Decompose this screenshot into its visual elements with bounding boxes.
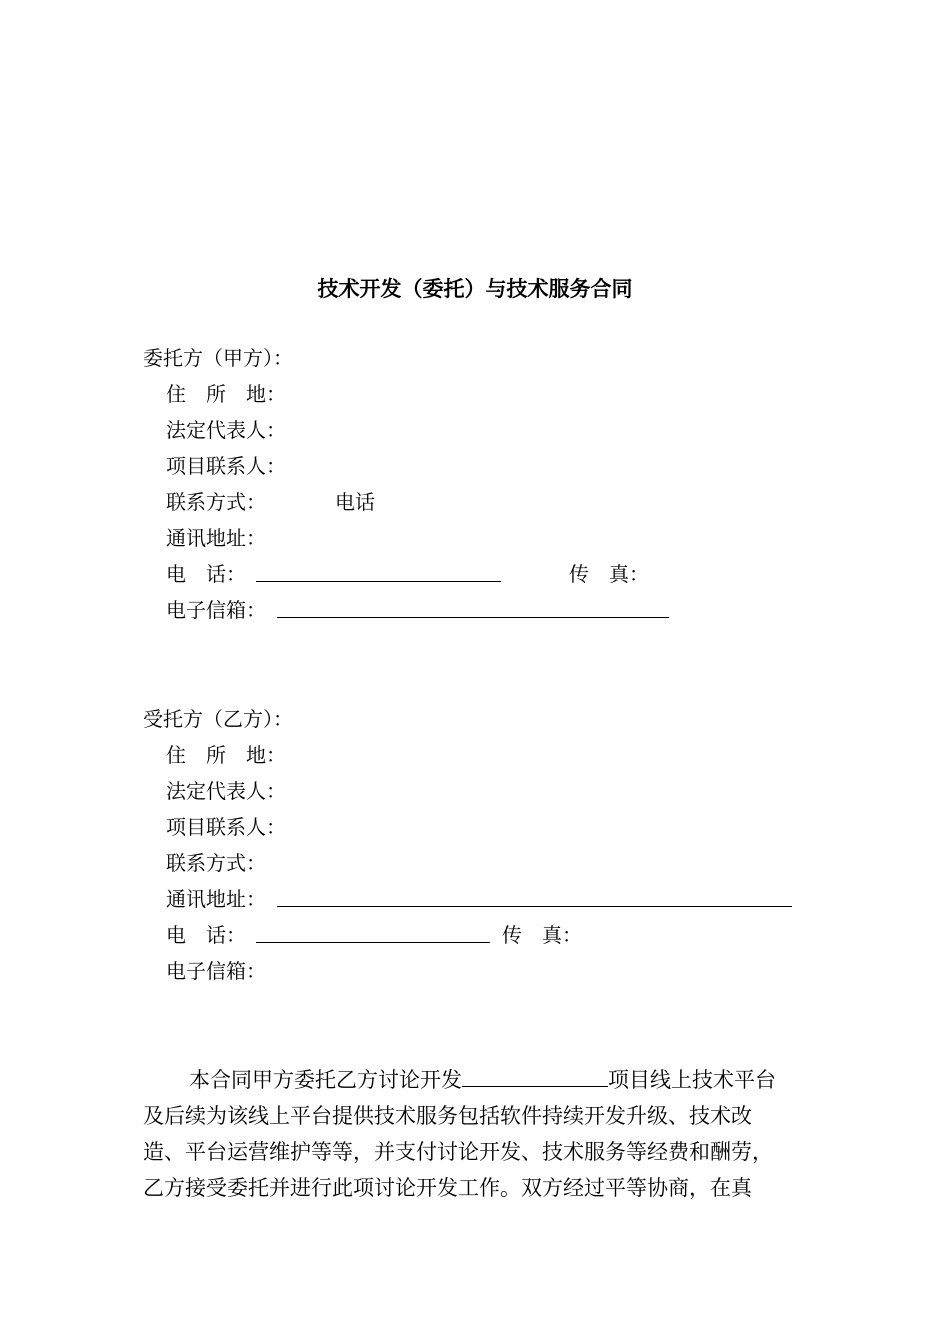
party-b-contact-label: 项目联系人： (166, 815, 286, 839)
contract-intro-paragraph (143, 1062, 833, 1206)
party-b-fax-label: 传 真： (502, 923, 582, 947)
party-a-email-label: 电子信箱： (166, 598, 266, 622)
party-a-mail-address-label: 通讯地址： (166, 526, 266, 550)
party-b-mail-address-label: 通讯地址： (166, 887, 266, 911)
party-b-phone-label: 电 话： (166, 923, 246, 947)
project-name-blank (462, 1064, 608, 1087)
party-a-address-label: 住 所 地： (166, 382, 286, 406)
party-a-contact-method-value: 电话 (335, 490, 375, 514)
paragraph-line-1 (143, 1062, 833, 1098)
party-b-mail-address-blank (277, 886, 792, 913)
paragraph-line-2: 及后续为该线上平台提供技术服务包括软件持续开发升级、技术改 (143, 1104, 752, 1128)
party-a-heading: 委托方（甲方）： (143, 346, 293, 370)
party-a-phone-label: 电 话： (166, 562, 246, 586)
party-a-email-blank (277, 597, 669, 624)
party-a-contact-label: 项目联系人： (166, 454, 286, 478)
party-a-fax-label: 传 真： (569, 562, 649, 586)
paragraph-line-4: 乙方接受委托并进行此项讨论开发工作。双方经过平等协商，在真 (143, 1176, 752, 1200)
party-b-heading: 受托方（乙方）： (143, 707, 293, 731)
party-b-address-label: 住 所 地： (166, 743, 286, 767)
party-a-phone-blank (256, 561, 501, 588)
party-b-legal-rep-label: 法定代表人： (166, 779, 286, 803)
paragraph-line-1-text-a: 本合同甲方委托乙方讨论开发 (189, 1068, 462, 1092)
paragraph-line-3: 造、平台运营维护等等，并支付讨论开发、技术服务等经费和酬劳， (143, 1140, 773, 1164)
party-a-legal-rep-label: 法定代表人： (166, 418, 286, 442)
party-b-email-label: 电子信箱： (166, 959, 266, 983)
paragraph-line-1-text-b: 项目线上技术平台 (608, 1068, 776, 1092)
party-b-phone-blank (256, 922, 490, 949)
party-b-contact-method-label: 联系方式： (166, 851, 266, 875)
party-a-contact-method-label: 联系方式： (166, 490, 266, 514)
document-title: 技术开发（委托）与技术服务合同 (317, 276, 633, 301)
